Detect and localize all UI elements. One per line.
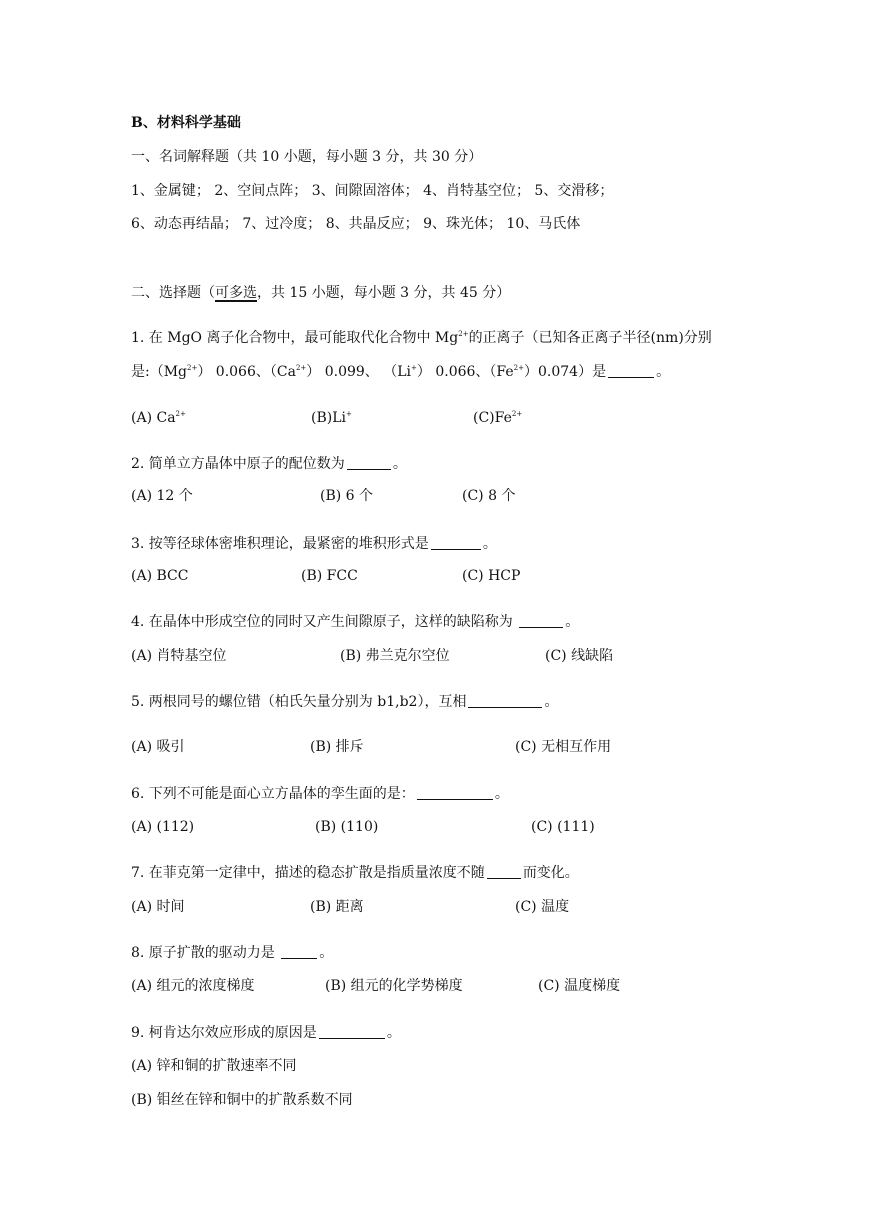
answer-blank[interactable] [319, 1024, 385, 1039]
answer-blank[interactable] [468, 693, 542, 708]
q2-options [131, 486, 551, 506]
q7-stem: 7. 在菲克第一定律中，描述的稳态扩散是指质量浓度不随 而变化。 [131, 865, 579, 881]
q1-stem-line1: 1. 在 MgO 离子化合物中，最可能取代化合物中 $Mg^{2+}$的正离子（已知各正离子半径(nm)分别 [131, 330, 712, 346]
answer-blank[interactable] [281, 944, 317, 959]
answer-blank[interactable] [487, 864, 521, 879]
answer-blank[interactable] [431, 535, 481, 550]
q4-option-c: (C) 线缺陷 [545, 648, 614, 664]
multi-select-note: 可多选 [215, 285, 257, 301]
q2-stem: 2. 简单立方晶体中原子的配位数为 。 [131, 456, 407, 472]
q3-options [131, 566, 551, 586]
q5-stem: 5. 两根同号的螺位错（柏氏矢量分别为 b1,b2），互相 。 [131, 694, 559, 710]
q2-option-b: (B) 6 个 [320, 488, 374, 504]
q8-option-b: (B) 组元的化学势梯度 [325, 978, 463, 994]
q6-stem: 6. 下列不可能是面心立方晶体的孪生面的是： 。 [131, 786, 509, 802]
q6-option-c: (C) (111) [531, 819, 595, 835]
section-title: B、材料科学基础 [131, 115, 241, 131]
q4-options [131, 646, 631, 666]
q4-option-a: (A) 肖特基空位 [131, 648, 227, 664]
q8-option-c: (C) 温度梯度 [538, 978, 621, 994]
q3-stem: 3. 按等径球体密堆积理论，最紧密的堆积形式是 。 [131, 536, 497, 552]
part1-heading: 一、名词解释题（共 10 小题，每小题 3 分，共 30 分） [131, 149, 483, 165]
q9-option-a: (A) 锌和铜的扩散速率不同 [131, 1058, 297, 1074]
q9-stem: 9. 柯肯达尔效应形成的原因是 。 [131, 1025, 401, 1041]
q5-options [131, 737, 651, 757]
q1-options [131, 408, 551, 428]
q1-option-c: $(C)Fe^{2+}$ [473, 410, 523, 426]
q2-option-c: (C) 8 个 [462, 488, 516, 504]
q6-options [131, 817, 651, 837]
q7-option-b: (B) 距离 [310, 899, 364, 915]
q1-option-a: (A) $Ca^{2+}$ [131, 410, 186, 426]
q6-option-b: (B) (110) [315, 819, 379, 835]
q2-option-a: (A) 12 个 [131, 488, 193, 504]
q4-stem: 4. 在晶体中形成空位的同时又产生间隙原子，这样的缺陷称为 。 [131, 614, 580, 630]
q7-option-c: (C) 温度 [515, 899, 570, 915]
q5-option-a: (A) 吸引 [131, 739, 185, 755]
q8-stem: 8. 原子扩散的驱动力是 。 [131, 945, 334, 961]
part1-terms-line1: 1、金属键； 2、空间点阵； 3、间隙固溶体； 4、肖特基空位； 5、交滑移； [131, 183, 614, 199]
q6-option-a: (A) (112) [131, 819, 195, 835]
q8-options [131, 976, 651, 996]
answer-blank[interactable] [519, 613, 563, 628]
q3-option-a: (A) BCC [131, 568, 189, 584]
q3-option-c: (C) HCP [462, 568, 521, 584]
q5-option-c: (C) 无相互作用 [515, 739, 612, 755]
answer-blank[interactable] [608, 363, 654, 378]
q1-option-b: (B)Li+ [311, 410, 352, 426]
part2-heading: 二、选择题（可多选，共 15 小题，每小题 3 分，共 45 分） [131, 285, 511, 301]
q9-option-b: (B) 钼丝在锌和铜中的扩散系数不同 [131, 1092, 353, 1108]
q8-option-a: (A) 组元的浓度梯度 [131, 978, 255, 994]
answer-blank[interactable] [347, 455, 391, 470]
q1-stem-line2: 是$:(Mg^{2+})$ 0.066、$(Ca^{2+})$ 0.099、 （Li+） 0.066、$(Fe^{2+})0.074$）是 。 [131, 364, 671, 380]
q7-option-a: (A) 时间 [131, 899, 185, 915]
part1-terms-line2: 6、动态再结晶； 7、过冷度； 8、共晶反应； 9、珠光体； 10、马氏体 [131, 216, 581, 232]
answer-blank[interactable] [417, 785, 493, 800]
q4-option-b: (B) 弗兰克尔空位 [340, 648, 450, 664]
q5-option-b: (B) 排斥 [310, 739, 364, 755]
q7-options [131, 897, 651, 917]
q3-option-b: (B) FCC [301, 568, 358, 584]
